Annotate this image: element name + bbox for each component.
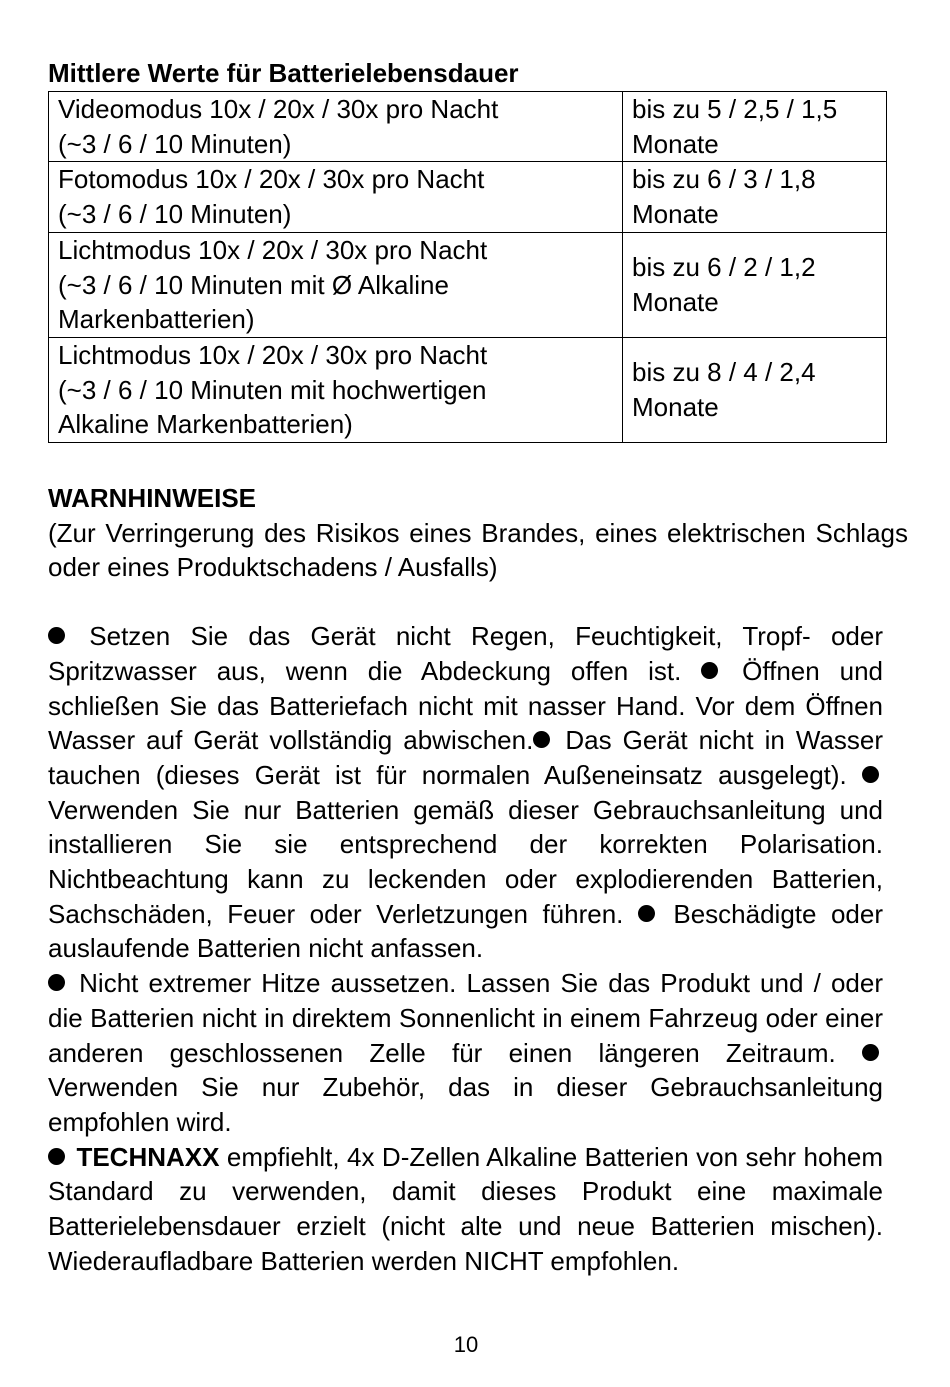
warnings-paragraph bbox=[48, 619, 883, 1140]
lifetime-text: bis zu 8 / 4 / 2,4 bbox=[632, 357, 816, 388]
lifetime-cell bbox=[623, 92, 887, 162]
lifetime-cell bbox=[623, 232, 887, 337]
lifetime-text: Monate bbox=[632, 391, 719, 422]
table-row bbox=[49, 337, 887, 442]
mode-text: Alkaline Markenbatterien) bbox=[58, 409, 353, 440]
brand-recommendation-text: empfiehlt, 4x D-Zellen Alkaline Batterien von sehr hohem Standard zu verwenden, damit dieses Produkt eine maximale Batterielebensdauer erzielt (nicht alte und neue Batterien mischen). Wiederaufladbare Batterien werden NICHT empfohlen. bbox=[48, 1141, 883, 1276]
mode-text: Videomodus 10x / 20x / 30x pro Nacht bbox=[58, 94, 499, 124]
mode-text: (~3 / 6 / 10 Minuten) bbox=[58, 128, 292, 159]
lifetime-text: Monate bbox=[632, 199, 719, 230]
warnings-title: WARNHINWEISE bbox=[48, 483, 256, 514]
bullet-icon bbox=[48, 974, 65, 991]
bullet-icon bbox=[533, 731, 550, 748]
mode-text: Fotomodus 10x / 20x / 30x pro Nacht bbox=[58, 164, 485, 195]
section-title: Mittlere Werte für Batterielebensdauer bbox=[48, 58, 519, 88]
lifetime-cell bbox=[623, 162, 887, 232]
lifetime-text: Monate bbox=[632, 286, 719, 317]
mode-text: Lichtmodus 10x / 20x / 30x pro Nacht bbox=[58, 339, 488, 370]
lifetime-text: bis zu 6 / 3 / 1,8 bbox=[632, 164, 816, 195]
bullet-icon bbox=[862, 766, 879, 783]
mode-text: Lichtmodus 10x / 20x / 30x pro Nacht bbox=[58, 234, 488, 265]
mode-text: (~3 / 6 / 10 Minuten mit hochwertigen bbox=[58, 374, 487, 405]
lifetime-text: bis zu 5 / 2,5 / 1,5 bbox=[632, 94, 838, 124]
mode-cell bbox=[49, 337, 623, 442]
table-row bbox=[49, 92, 887, 162]
brand-recommendation bbox=[48, 1140, 883, 1279]
warning-item: Öffnen und schließen Sie das Batteriefach nicht mit nasser Hand. Vor dem Öffnen Wasser auf Gerät vollständig abwischen. bbox=[48, 655, 883, 756]
table-row bbox=[49, 162, 887, 232]
bullet-icon bbox=[48, 627, 65, 644]
mode-cell bbox=[49, 92, 623, 162]
brand-name: TECHNAXX bbox=[76, 1141, 220, 1172]
warning-item: Verwenden Sie nur Batterien gemäß dieser Gebrauchsanleitung und installieren Sie sie entsprechend der korrekten Polarisation. Nichtbeachtung kann zu leckenden oder explodierenden Batterien, Sachschäden, Feuer oder Verletzungen führen. bbox=[48, 794, 883, 929]
bullet-icon bbox=[701, 662, 718, 679]
table-row bbox=[49, 232, 887, 337]
document-page bbox=[48, 56, 908, 1279]
mode-text: (~3 / 6 / 10 Minuten mit Ø Alkaline bbox=[58, 269, 449, 300]
warning-item: Verwenden Sie nur Zubehör, das in dieser Gebrauchsanleitung empfohlen wird. bbox=[48, 1072, 883, 1137]
warning-item: Setzen Sie das Gerät nicht Regen, Feuchtigkeit, Tropf- oder Spritzwasser aus, wenn die Abdeckung offen ist. bbox=[48, 621, 883, 686]
lifetime-text: bis zu 6 / 2 / 1,2 bbox=[632, 252, 816, 283]
warning-item: Nicht extremer Hitze aussetzen. Lassen Sie das Produkt und / oder die Batterien nicht in direktem Sonnenlicht in einem Fahrzeug oder einer anderen geschlossenen Zelle für einen längeren Zeitraum. bbox=[48, 968, 883, 1068]
bullet-icon bbox=[862, 1044, 879, 1061]
mode-cell bbox=[49, 232, 623, 337]
battery-life-table bbox=[48, 91, 887, 443]
bullet-icon bbox=[638, 905, 655, 922]
lifetime-text: Monate bbox=[632, 128, 719, 159]
mode-cell bbox=[49, 162, 623, 232]
warnings-intro: (Zur Verringerung des Risikos eines Brandes, eines elektrischen Schlags oder eines Produktschadens / Ausfalls) bbox=[48, 517, 908, 583]
mode-text: Markenbatterien) bbox=[58, 304, 255, 335]
warning-item: Das Gerät nicht in Wasser tauchen (dieses Gerät ist für normalen Außeneinsatz ausgelegt). bbox=[48, 725, 883, 790]
warning-item: Beschädigte oder auslaufende Batterien nicht anfassen. bbox=[48, 898, 883, 964]
bullet-icon bbox=[48, 1148, 65, 1165]
page-number: 10 bbox=[453, 1332, 479, 1357]
lifetime-cell bbox=[623, 337, 887, 442]
mode-text: (~3 / 6 / 10 Minuten) bbox=[58, 199, 292, 230]
